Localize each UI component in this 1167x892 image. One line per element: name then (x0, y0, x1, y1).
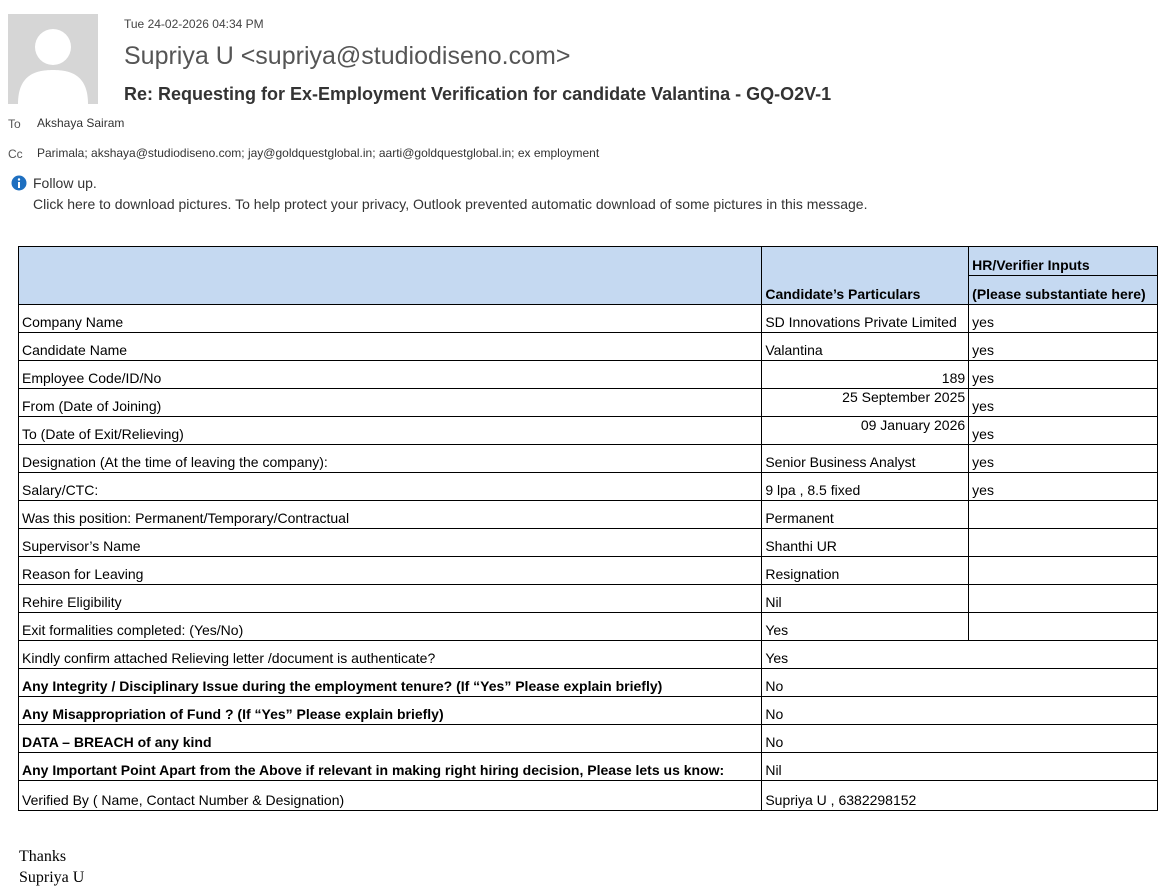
row-value: Nil (762, 585, 969, 613)
verification-table (18, 246, 1158, 811)
row-input: yes (969, 445, 1158, 473)
info-icon (11, 175, 27, 191)
table-row (19, 641, 1158, 669)
table-row (19, 753, 1158, 781)
row-label: Any Integrity / Disciplinary Issue during the employment tenure? (If “Yes” Please explain briefly) (19, 669, 762, 697)
closing-signature: Supriya U (19, 869, 85, 886)
email-sender[interactable]: Supriya U <supriya@studiodiseno.com> (124, 42, 571, 70)
row-value: Supriya U , 6382298152 (762, 781, 1158, 811)
follow-up-flag: Follow up. (33, 175, 97, 191)
row-input: yes (969, 417, 1158, 445)
row-value: Nil (762, 753, 1158, 781)
table-row (19, 697, 1158, 725)
table-row (19, 417, 1158, 445)
row-label: Kindly confirm attached Relieving letter /document is authenticate? (19, 641, 762, 669)
row-value: SD Innovations Private Limited (762, 305, 969, 333)
row-value: No (762, 725, 1158, 753)
table-row (19, 305, 1158, 333)
row-label: From (Date of Joining) (19, 389, 762, 417)
row-input: yes (969, 305, 1158, 333)
row-label: Was this position: Permanent/Temporary/Contractual (19, 501, 762, 529)
table-row (19, 501, 1158, 529)
row-input (969, 585, 1158, 613)
to-recipients[interactable]: Akshaya Sairam (37, 116, 125, 130)
table-row (19, 669, 1158, 697)
row-value: 189 (762, 361, 969, 389)
header-blank-cell (19, 247, 762, 305)
row-label: Any Misappropriation of Fund ? (If “Yes” Please explain briefly) (19, 697, 762, 725)
table-row (19, 333, 1158, 361)
row-label: Supervisor’s Name (19, 529, 762, 557)
table-row (19, 473, 1158, 501)
row-label: To (Date of Exit/Relieving) (19, 417, 762, 445)
row-label: Any Important Point Apart from the Above if relevant in making right hiring decision, Please lets us know: (19, 753, 762, 781)
download-pictures-notice[interactable]: Click here to download pictures. To help protect your privacy, Outlook prevented automatic download of some pictures in this message. (33, 196, 868, 212)
sender-avatar (8, 14, 98, 104)
row-label: Rehire Eligibility (19, 585, 762, 613)
row-label: Candidate Name (19, 333, 762, 361)
row-value: No (762, 669, 1158, 697)
table-header-row (19, 247, 1158, 276)
cc-label: Cc (8, 147, 23, 161)
table-row (19, 585, 1158, 613)
row-value: 09 January 2026 (762, 417, 969, 445)
row-input (969, 501, 1158, 529)
row-label: DATA – BREACH of any kind (19, 725, 762, 753)
row-label: Exit formalities completed: (Yes/No) (19, 613, 762, 641)
row-value: Yes (762, 641, 1158, 669)
row-input (969, 613, 1158, 641)
row-input: yes (969, 361, 1158, 389)
email-date: Tue 24-02-2026 04:34 PM (124, 17, 264, 31)
closing-thanks: Thanks (19, 848, 67, 865)
row-value: Permanent (762, 501, 969, 529)
to-label: To (8, 117, 21, 131)
table-row (19, 557, 1158, 585)
row-input (969, 529, 1158, 557)
row-label: Verified By ( Name, Contact Number & Designation) (19, 781, 762, 811)
row-value: Resignation (762, 557, 969, 585)
table-row (19, 613, 1158, 641)
row-input: yes (969, 333, 1158, 361)
row-input: yes (969, 473, 1158, 501)
header-substantiate: (Please substantiate here) (969, 276, 1158, 305)
email-subject: Re: Requesting for Ex-Employment Verification for candidate Valantina - GQ-O2V-1 (124, 84, 832, 104)
header-candidate-particulars: Candidate’s Particulars (762, 247, 969, 305)
row-input: yes (969, 389, 1158, 417)
row-label: Company Name (19, 305, 762, 333)
table-row (19, 389, 1158, 417)
row-value: Valantina (762, 333, 969, 361)
row-value: Senior Business Analyst (762, 445, 969, 473)
row-value: Yes (762, 613, 969, 641)
row-label: Designation (At the time of leaving the company): (19, 445, 762, 473)
table-row (19, 361, 1158, 389)
header-hr-verifier-inputs: HR/Verifier Inputs (969, 247, 1158, 276)
row-input (969, 557, 1158, 585)
row-value: Shanthi UR (762, 529, 969, 557)
table-row (19, 529, 1158, 557)
row-label: Salary/CTC: (19, 473, 762, 501)
cc-recipients[interactable]: Parimala; akshaya@studiodiseno.com; jay@goldquestglobal.in; aarti@goldquestglobal.in; ex employment (37, 146, 600, 160)
table-row (19, 781, 1158, 811)
row-label: Reason for Leaving (19, 557, 762, 585)
row-label: Employee Code/ID/No (19, 361, 762, 389)
person-silhouette-icon (8, 14, 98, 104)
row-value: 25 September 2025 (762, 389, 969, 417)
row-value: No (762, 697, 1158, 725)
table-row (19, 445, 1158, 473)
table-row (19, 725, 1158, 753)
row-value: 9 lpa , 8.5 fixed (762, 473, 969, 501)
